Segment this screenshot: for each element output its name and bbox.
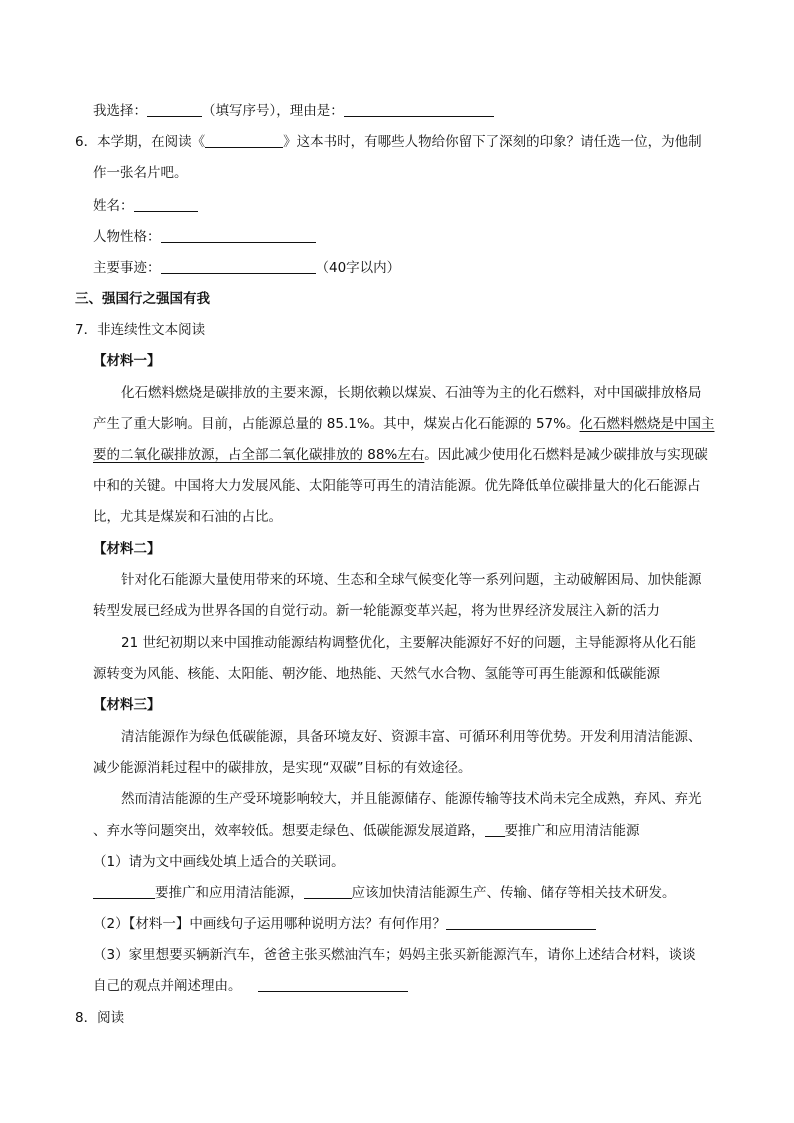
q8-heading (75, 1009, 124, 1027)
q6-name-line (93, 197, 198, 215)
material1-line-4: 中和的关键。中国将大力发展风能、太阳能等可再生的清洁能源。优先降低单位碳排量大的化石能源占 (93, 478, 701, 494)
material2-line-2: 转型发展已经成为世界各国的自觉行动。新一轮能源变革兴起，将为世界经济发展注入新的活力 (93, 603, 660, 619)
q6-deeds-blank[interactable] (161, 259, 316, 274)
material3-line-1: 清洁能源作为绿色低碳能源，具备环境友好、资源丰富、可循环利用等优势。开发利用清洁能源、 (121, 729, 702, 745)
material3-line-4-end: 要推广和应用清洁能源 (504, 823, 640, 839)
q5-choose-label: 我选择： (93, 103, 147, 119)
material1-line-3-rest: 。因此减少使用化石燃料是减少碳排放与实现碳 (424, 447, 708, 463)
material3-line-4-text: 、弃水等问题突出，效率较低。想要走绿色、低碳能源发展道路， (93, 823, 485, 839)
section3-title: 三、强国行之强国有我 (75, 291, 210, 307)
q5-choice-line (93, 102, 494, 120)
q7-sub3-blank[interactable] (258, 977, 408, 992)
q7-sub2-blank[interactable] (446, 915, 596, 930)
material2-line-3: 21 世纪初期以来中国推动能源结构调整优化，主要解决能源好不好的问题，主导能源将从化石能 (121, 635, 696, 651)
q7-sub3-text: 自己的观点并阐述理由。 (93, 978, 242, 994)
q5-reason-blank[interactable] (344, 102, 494, 117)
q7-sub1-text-a: 要推广和应用清洁能源， (155, 885, 304, 901)
q7-sub1-blank-1[interactable] (93, 884, 155, 899)
material1-line-2 (93, 415, 714, 433)
q6-personality-label: 人物性格： (93, 229, 161, 245)
q6-deeds-label: 主要事迹： (93, 260, 161, 276)
q7-sub3-line-1: （3）家里想要买辆新汽车，爸爸主张买燃油汽车；妈妈主张买新能源汽车，请你上述结合材料，谈谈 (93, 947, 696, 963)
material1-line-2-text: 产生了重大影响。目前，占能源总量的 85.1%。其中，煤炭占化石能源的 57%。 (93, 416, 580, 432)
q7-sub1-text-b: 应该加快清洁能源生产、传输、储存等相关技术研发。 (351, 885, 676, 901)
q6-line-1 (75, 133, 702, 151)
q7-sub1: （1）请为文中画线处填上适合的关联词。 (93, 854, 345, 870)
q7-number: 7． (75, 322, 98, 338)
material1-underlined-a: 化石燃料燃烧是中国主 (579, 416, 715, 432)
q6-personality-line (93, 228, 316, 246)
material2-line-1: 针对化石能源大量使用带来的环境、生态和全球气候变化等一系列问题，主动破解困局、加快能源 (121, 572, 702, 588)
q7-sub1-blank-2[interactable] (304, 884, 352, 899)
material3-conjunction-blank[interactable] (485, 822, 505, 837)
q8-number: 8． (75, 1010, 98, 1026)
q7-title: 非连续性文本阅读 (97, 322, 206, 338)
material3-line-3: 然而清洁能源的生产受环境影响较大，并且能源储存、能源传输等技术尚未完全成熟，弃风、弃光 (121, 791, 702, 807)
q6-text-b: 》这本书时，有哪些人物给你留下了深刻的印象？请任选一位，为他制 (283, 134, 702, 150)
q7-heading (75, 321, 205, 339)
q6-personality-blank[interactable] (161, 228, 316, 243)
q6-deeds-note: （40字以内） (315, 260, 401, 276)
q6-line-2 (93, 164, 188, 182)
q8-title: 阅读 (97, 1010, 125, 1026)
material3-heading: 【材料三】 (93, 697, 161, 713)
q5-choice-blank[interactable] (147, 102, 202, 117)
q6-name-blank[interactable] (134, 197, 198, 212)
q6-number: 6． (75, 134, 98, 150)
material1-line-1: 化石燃料燃烧是碳排放的主要来源，长期依赖以煤炭、石油等为主的化石燃料，对中国碳排放格局 (121, 385, 702, 401)
material1-line-3 (93, 446, 708, 464)
q6-text-a: 本学期，在阅读《 (97, 134, 206, 150)
q6-text-c: 作一张名片吧。 (93, 165, 188, 181)
q6-book-blank[interactable] (205, 133, 283, 148)
q6-name-label: 姓名： (93, 198, 134, 214)
q7-sub1-answer-line (93, 884, 676, 902)
material1-heading: 【材料一】 (93, 353, 161, 369)
material1-line-5: 比，尤其是煤炭和石油的占比。 (93, 509, 282, 525)
q7-sub2-line (93, 915, 596, 933)
material3-line-4 (93, 822, 640, 840)
q6-deeds-line (93, 259, 400, 277)
material2-line-4: 源转变为风能、核能、太阳能、朝汐能、地热能、天然气水合物、氢能等可再生能源和低碳能源 (93, 666, 660, 682)
q7-sub3-line-2 (93, 977, 408, 995)
material3-line-2: 减少能源消耗过程中的碳排放，是实现“双碳”目标的有效途径。 (93, 760, 472, 776)
q7-sub2: （2）【材料一】中画线句子运用哪种说明方法？有何作用？ (93, 916, 446, 932)
material2-heading: 【材料二】 (93, 541, 161, 557)
q5-reason-label: （填写序号），理由是： (202, 103, 344, 119)
material1-underlined-b: 要的二氧化碳排放源，占全部二氧化碳排放的 88%左右 (93, 447, 425, 463)
